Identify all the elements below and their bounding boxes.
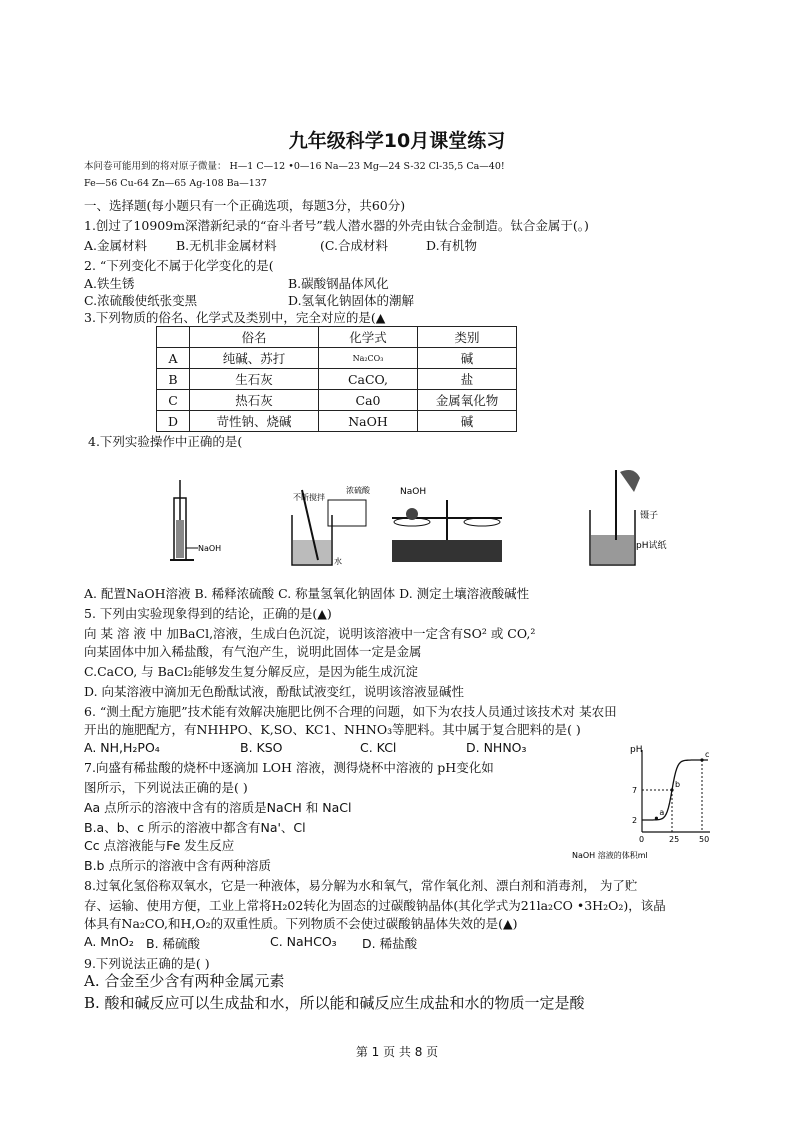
q1-stem: 1.创过了10909m深潜新纪录的“奋斗者号”载人潜水器的外壳由钛合金制造。钛合金属于(。) [84,218,589,233]
table-row [157,411,517,432]
q6-option-c: C. KCl [360,740,397,755]
x-tick-label: 0 [639,835,645,844]
table-header-cell [157,327,190,348]
table-cell: A [157,348,190,369]
q5-option-a: 向 某 溶 液 中 加BaCl,溶液，生成白色沉淀，说明该溶液中一定含有SO² 或 CO,² [84,626,536,641]
q9-option-b: B. 酸和碱反应可以生成盐和水，所以能和碱反应生成盐和水的物质一定是酸 [84,994,585,1012]
q7-option-c: Cc 点溶液能与Fe 发生反应 [84,838,235,853]
q7-option-d: B.b 点所示的溶液中含有两种溶质 [84,858,271,873]
balance-figure [392,487,502,562]
q5-option-c: C.CaCO, 与 BaCl₂能够发生复分解反应，是因为能生成沉淀 [84,664,418,679]
table-cell: 生石灰 [190,369,319,390]
table-cell: 碱 [418,348,517,369]
table-cell: 热石灰 [190,390,319,411]
ph-chart [570,738,720,864]
q8-option-d: D. 稀盐酸 [362,936,418,951]
table-cell: 碱 [418,411,517,432]
point-label-b: b [675,780,681,789]
ph-test-figure [590,470,666,565]
q7-stem-line-2: 图所示，下列说法正确的是( ) [84,780,248,795]
table-cell: 盐 [418,369,517,390]
table-cell: C [157,390,190,411]
table-cell: B [157,369,190,390]
point-a [655,817,658,820]
table-cell: Na₂CO₃ [319,348,418,369]
naoh-label-a: NaOH [198,544,222,553]
acid-label: 浓硫酸 [346,486,370,495]
q6-option-b: B. KSO [240,740,283,755]
q5-stem: 5. 下列由实验现象得到的结论，正确的是(▲) [84,606,332,621]
table-header-cell: 俗名 [190,327,319,348]
q2-option-a: A.铁生锈 [84,276,135,291]
stir-label: 不断搅拌 [293,493,325,502]
q1-option-c: (C.合成材料 [320,238,388,253]
table-cell: 纯碱、苏打 [190,348,319,369]
q8-stem-line-1: 8.过氧化氢俗称双氧水，它是一种液体，易分解为水和氧气，常作氧化剂、漂白剂和消毒剂， 为了贮 [84,878,638,893]
table-cell: NaOH [319,411,418,432]
q9-stem: 9.下列说法正确的是( ) [84,956,210,971]
q9-option-a: A. 合金至少含有两种金属元素 [84,972,285,990]
x-tick-label: 50 [699,835,710,844]
q1-option-b: B.无机非金属材料 [176,238,277,253]
table-header-cell: 类别 [418,327,517,348]
q5-option-b: 向某固体中加入稀盐酸，有气泡产生，说明此固体一定是金属 [84,644,422,659]
table-row [157,369,517,390]
q2-option-d: D.氢氧化钠固体的潮解 [288,293,415,308]
q8-option-b: B. 稀硫酸 [146,936,201,951]
dilution-figure [292,485,371,566]
table-cell: CaCO, [319,369,418,390]
q8-stem-line-3: 体具有Na₂CO,和H,O₂的双重性质。下列物质不会使过碳酸钠晶体失效的是(▲) [84,916,518,931]
table-cell: Ca0 [319,390,418,411]
q6-stem-line-1: 6. “测土配方施肥”技术能有效解决施肥比例不合理的问题，如下为农技人员通过该技术对 某农田 [84,704,617,719]
y-tick-label: 2 [632,816,638,825]
page-title: 九年级科学10月课堂练习 [288,130,506,152]
atomic-mass-line-1: 本问卷可能用到的将对原子微量： H—1 C—12 •0—16 Na—23 Mg—24 S-32 Cl-35,5 Ca—40! [84,161,505,172]
q3-table [156,326,517,432]
q8-option-a: A. MnO₂ [84,934,134,949]
measuring-cylinder-figure [170,480,221,560]
q5-option-d: D. 向某溶液中滴加无色酚酞试液，酚酞试液变红，说明该溶液显碱性 [84,684,465,699]
q2-option-c: C.浓硫酸使纸张变黑 [84,293,198,308]
page-footer: 第 1 页 共 8 页 [355,1045,439,1059]
table-row [157,348,517,369]
atomic-mass-line-2: Fe—56 Cu-64 Zn—65 Ag-108 Ba—137 [84,178,267,189]
point-label-a: a [659,808,665,818]
table-row [157,390,517,411]
q7-stem-line-1: 7.向盛有稀盐酸的烧杯中逐滴加 LOH 溶液，测得烧杯中溶液的 pH变化如 [84,760,494,775]
water-label: 水 [334,557,342,566]
q3-stem: 3.下列物质的俗名、化学式及类别中，完全对应的是(▲ [84,310,386,325]
x-tick-label: 25 [669,835,680,844]
section-heading: 一、选择题(每小题只有一个正确选项，每题3分，共60分) [84,198,406,213]
tweezers-label: 镊子 [640,511,659,521]
x-axis-label: NaOH 溶液的体积ml [572,851,648,860]
q8-option-c: C. NaHCO₃ [270,934,337,949]
q8-stem-line-2: 存、运输、使用方便，工业上常将H₂02转化为固态的过碳酸钠晶体(其化学式为21la₂CO •3H₂O₂)，该晶 [84,898,666,913]
y-tick-label: 7 [632,786,638,795]
q4-stem: 4.下列实验操作中正确的是( [88,434,243,449]
ph-paper-label: pH试纸 [636,541,667,551]
point-c [700,758,703,761]
q7-option-a: Aa 点所示的溶液中含有的溶质是NaCH 和 NaCl [84,800,352,815]
table-cell: 金属氧化物 [418,390,517,411]
table-cell: D [157,411,190,432]
q1-option-a: A.金属材料 [84,238,148,253]
q2-stem: 2. “下列变化不属于化学变化的是( [84,258,274,273]
q4-options: A. 配置NaOH溶液 B. 稀释浓硫酸 C. 称量氢氧化钠固体 D. 测定土壤溶液酸碱性 [84,586,530,601]
table-cell: 苛性钠、烧碱 [190,411,319,432]
q6-stem-line-2: 开出的施肥配方，有NHHPO、K,SO、KC1、NHNO₃等肥料。其中属于复合肥料的是( ) [84,722,581,737]
point-label-c: c [705,750,710,759]
q6-option-d: D. NHNO₃ [466,740,527,755]
naoh-label-c: NaOH [400,487,427,497]
q2-option-b: B.碳酸钢晶体风化 [288,276,389,291]
q6-option-a: A. NH,H₂PO₄ [84,740,160,755]
q1-option-d: D.有机物 [426,238,478,253]
q7-option-b: B.a、b、c 所示的溶液中都含有Na'、Cl [84,820,306,835]
table-header-cell: 化学式 [319,327,418,348]
q4-experiment-figures [150,460,670,572]
table-header-row [157,327,517,348]
y-axis-label: pH [630,745,643,755]
point-b [670,788,673,791]
